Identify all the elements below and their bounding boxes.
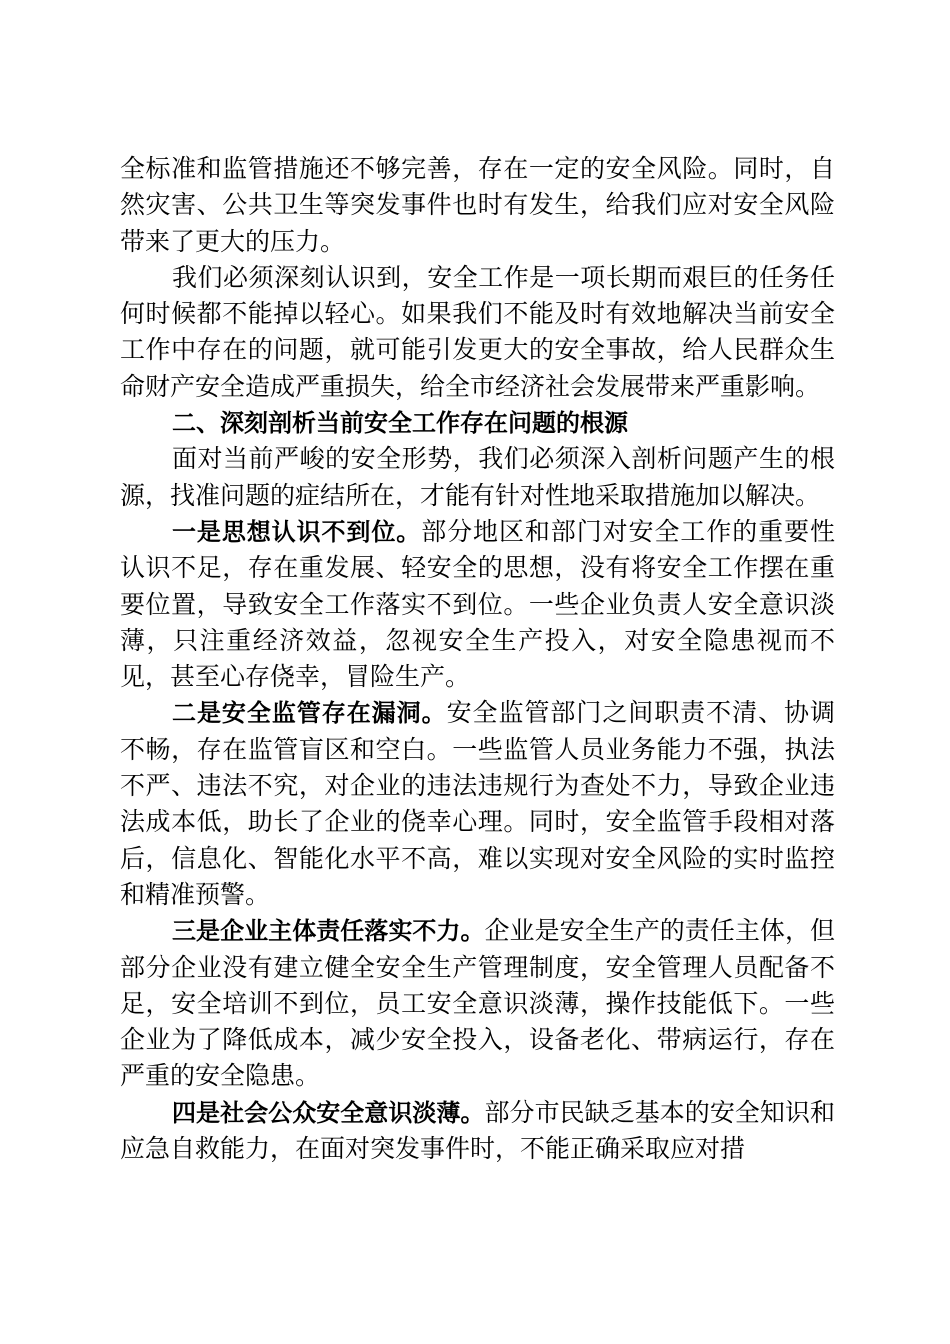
paragraph-awareness: [120, 260, 835, 405]
paragraph-point-one: [120, 514, 835, 695]
point-lead: 二是安全监管存在漏洞。: [172, 699, 447, 728]
paragraph-continuation: [120, 151, 835, 260]
paragraph-point-three: [120, 913, 835, 1094]
section-heading: [120, 405, 835, 441]
point-lead: 四是社会公众安全意识淡薄。: [172, 1098, 485, 1127]
document-page: [120, 151, 835, 1167]
paragraph-text: 安全监管部门之间职责不清、协调不畅，存在监管盲区和空白。一些监管人员业务能力不强，执法不严、违法不究，对企业的违法违规行为查处不力，导致企业违法成本低，助长了企业的侥幸心理。同时，安全监管手段相对落后，信息化、智能化水平不高，难以实现对安全风险的实时监控和精准预警。: [120, 698, 835, 909]
section-heading-text: 二、深刻剖析当前安全工作存在问题的根源: [172, 409, 628, 438]
paragraph-point-four: [120, 1095, 835, 1168]
paragraph-point-two: [120, 695, 835, 913]
paragraph-text: 面对当前严峻的安全形势，我们必须深入剖析问题产生的根源，找准问题的症结所在，才能有针对性地采取措施加以解决。: [120, 444, 835, 510]
paragraph-text: 部分地区和部门对安全工作的重要性认识不足，存在重发展、轻安全的思想，没有将安全工作摆在重要位置，导致安全工作落实不到位。一些企业负责人安全意识淡薄，只注重经济效益，忽视安全生产投入，对安全隐患视而不见，甚至心存侥幸，冒险生产。: [120, 516, 835, 692]
point-lead: 三是企业主体责任落实不力。: [172, 917, 485, 946]
paragraph-text: 部分市民缺乏基本的安全知识和应急自救能力，在面对突发事件时，不能正确采取应对措: [120, 1097, 835, 1164]
paragraph-text: 我们必须深刻认识到，安全工作是一项长期而艰巨的任务任何时候都不能掉以轻心。如果我们不能及时有效地解决当前安全工作中存在的问题，就可能引发更大的安全事故，给人民群众生命财产安全造成严重损失，给全市经济社会发展带来严重影响。: [120, 262, 835, 401]
point-lead: 一是思想认识不到位。: [172, 517, 422, 546]
paragraph-text: 全标准和监管措施还不够完善，存在一定的安全风险。同时，自然灾害、公共卫生等突发事件也时有发生，给我们应对安全风险带来了更大的压力。: [120, 154, 835, 256]
paragraph-intro: [120, 441, 835, 514]
paragraph-text: 企业是安全生产的责任主体，但部分企业没有建立健全安全生产管理制度，安全管理人员配备不足，安全培训不到位，员工安全意识淡薄，操作技能低下。一些企业为了降低成本，减少安全投入，设备老化、带病运行，存在严重的安全隐患。: [120, 916, 835, 1091]
